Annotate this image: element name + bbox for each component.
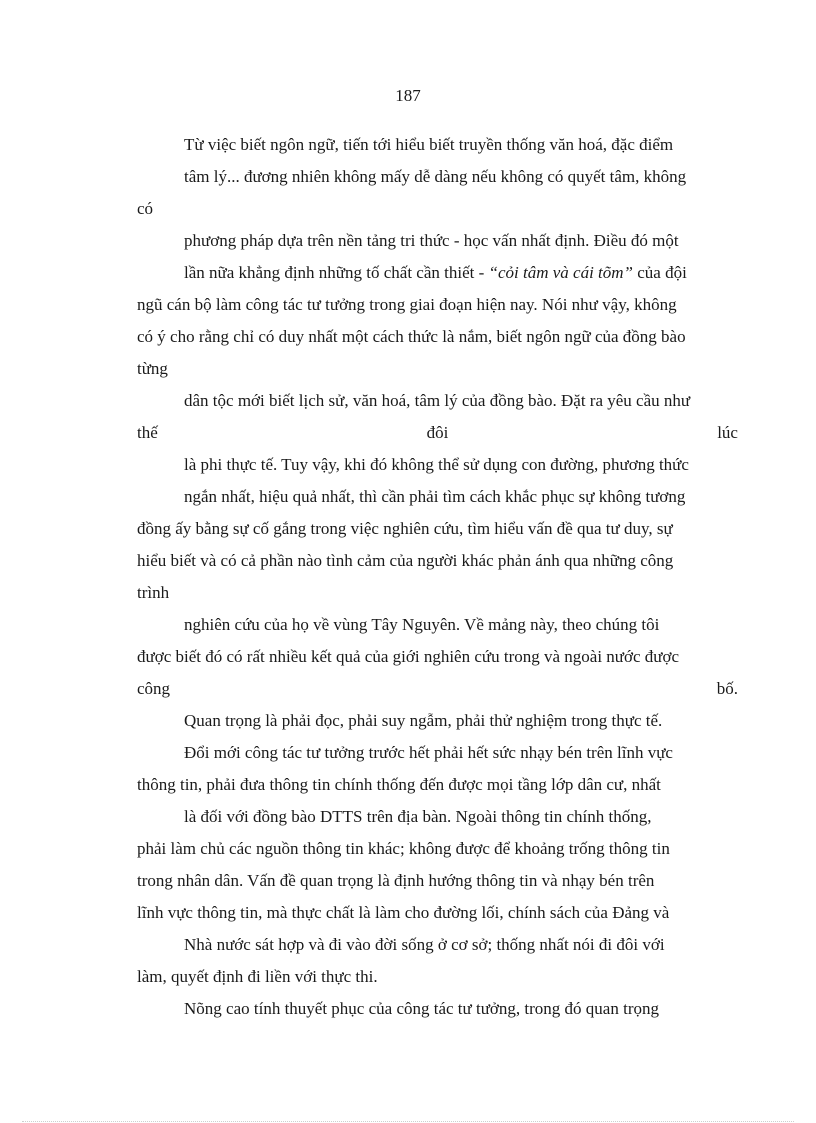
text-line: tâm lý... đương nhiên không mấy dễ dàng nếu không có quyết tâm, không: [184, 167, 687, 186]
text-line: là phi thực tế. Tuy vậy, khi đó không thể sử dụng con đường, phương thức: [184, 455, 689, 474]
text-line: trình: [137, 583, 170, 602]
text-line: Từ việc biết ngôn ngữ, tiến tới hiểu biết truyền thống văn hoá, đặc điểm: [184, 135, 674, 154]
text-line: làm, quyết định đi liền với thực thi.: [137, 967, 378, 986]
text-line: dân tộc mới biết lịch sử, văn hoá, tâm lý của đồng bào. Đặt ra yêu cầu như: [184, 391, 691, 410]
text-line: lĩnh vực thông tin, mà thực chất là làm cho đường lối, chính sách của Đảng và: [137, 903, 670, 922]
text-line: Đổi mới công tác tư tưởng trước hết phải hết sức nhạy bén trên lĩnh vực: [184, 743, 673, 762]
text-line: nghiên cứu của họ về vùng Tây Nguyên. Về mảng này, theo chúng tôi: [184, 615, 660, 634]
text-line: lần nữa khẳng định những tố chất cần thiết - “cỏi tâm và cái tõm” của đội: [184, 263, 687, 282]
text-line: thế đôi lúc: [137, 423, 738, 442]
text-line: ngũ cán bộ làm công tác tư tưởng trong giai đoạn hiện nay. Nói như vậy, không: [137, 295, 677, 314]
text-line: ngắn nhất, hiệu quả nhất, thì cần phải tìm cách khắc phục sự không tương: [184, 487, 686, 506]
text-line: Nõng cao tính thuyết phục của công tác tư tưởng, trong đó quan trọng: [184, 999, 659, 1018]
text-line: phải làm chủ các nguồn thông tin khác; không được để khoảng trống thông tin: [137, 839, 670, 858]
footer-divider: [22, 1121, 794, 1122]
text-line: Quan trọng là phải đọc, phải suy ngẫm, phải thử nghiệm trong thực tế.: [184, 711, 663, 730]
text-line: có ý cho rằng chỉ có duy nhất một cách thức là nắm, biết ngôn ngữ của đồng bào: [137, 327, 686, 346]
page-number: 187: [395, 86, 421, 105]
text-line: là đối với đồng bào DTTS trên địa bàn. Ngoài thông tin chính thống,: [184, 807, 652, 826]
text-line: từng: [137, 359, 168, 378]
quoted-phrase: “cỏi tâm và cái tõm”: [488, 263, 634, 282]
text-line: hiểu biết và có cả phần nào tình cảm của người khác phản ánh qua những công: [137, 551, 674, 570]
text-line: được biết đó có rất nhiều kết quả của giới nghiên cứu trong và ngoài nước được: [137, 647, 680, 666]
text-line: công bố.: [137, 679, 738, 698]
text-line: có: [137, 199, 154, 218]
text-line: thông tin, phải đưa thông tin chính thống đến được mọi tầng lớp dân cư, nhất: [137, 775, 661, 794]
text-line: phương pháp dựa trên nền tảng tri thức - học vấn nhất định. Điều đó một: [184, 231, 679, 250]
text-line: trong nhân dân. Vấn đề quan trọng là định hướng thông tin và nhạy bén trên: [137, 871, 655, 890]
text-line: đồng ấy bằng sự cố gắng trong việc nghiên cứu, tìm hiểu vấn đề qua tư duy, sự: [137, 519, 673, 538]
text-line: Nhà nước sát hợp và đi vào đời sống ở cơ sở; thống nhất nói đi đôi với: [184, 935, 665, 954]
